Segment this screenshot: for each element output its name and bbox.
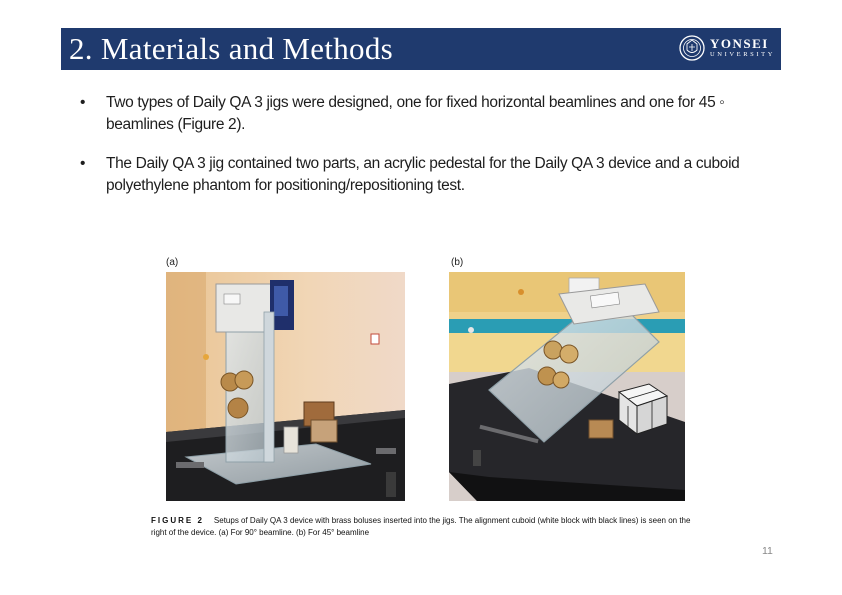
slide-title: 2. Materials and Methods bbox=[69, 31, 394, 66]
bullet-marker: • bbox=[80, 94, 86, 111]
photo-a-illustration bbox=[166, 272, 405, 501]
panel-b-label: (b) bbox=[451, 257, 464, 268]
panel-a-label: (a) bbox=[166, 257, 179, 268]
university-logo bbox=[679, 35, 775, 63]
page-number: 11 bbox=[762, 545, 773, 557]
caption-label: FIGURE 2 bbox=[151, 516, 204, 525]
figure-caption bbox=[151, 515, 691, 538]
bullet-marker: • bbox=[80, 155, 86, 172]
bullet-text: Two types of Daily QA 3 jigs were designed, one for fixed horizontal beamlines and one for 45 ◦ beamlines (Figure 2). bbox=[106, 94, 725, 133]
logo-wordmark: YONSEI bbox=[710, 36, 769, 51]
caption-text: Setups of Daily QA 3 device with brass boluses inserted into the jigs. The alignment cuboid (white block with black lines) is seen on the right of the device. (a) For 90° beamline. (b) For 45° beamline bbox=[151, 516, 691, 537]
yonsei-emblem-icon bbox=[679, 35, 705, 61]
bullet-list bbox=[80, 92, 760, 214]
photo-panel-a bbox=[166, 272, 405, 501]
bullet-item bbox=[80, 92, 760, 136]
logo-subtitle: UNIVERSITY bbox=[710, 51, 775, 58]
bullet-item bbox=[80, 153, 760, 197]
photo-b-illustration bbox=[449, 272, 685, 501]
title-bar bbox=[61, 28, 781, 70]
photo-panel-b bbox=[449, 272, 685, 501]
bullet-text: The Daily QA 3 jig contained two parts, an acrylic pedestal for the Daily QA 3 device and a cuboid polyethylene phantom for positioning/repositioning test. bbox=[106, 155, 740, 194]
